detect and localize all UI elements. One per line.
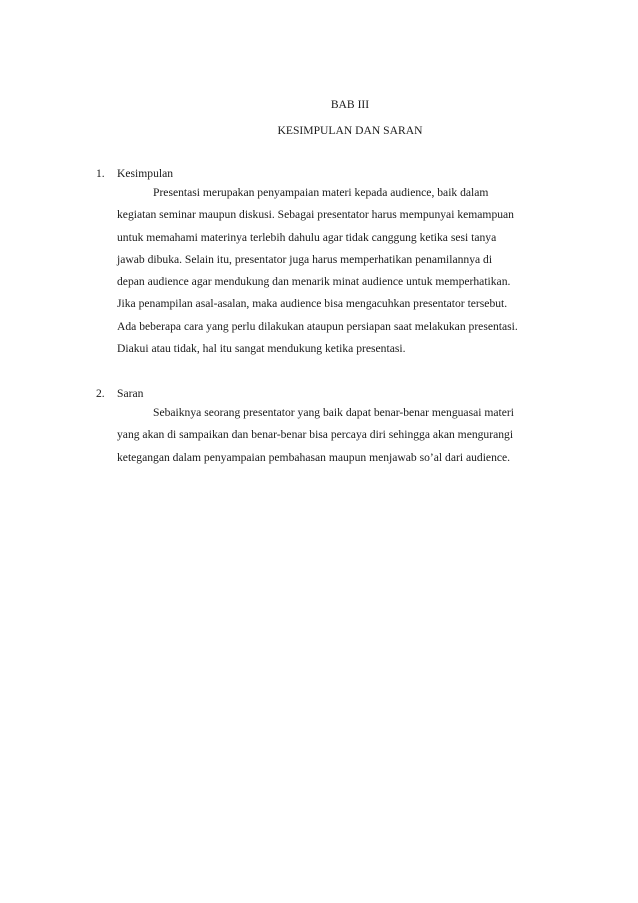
chapter-title: KESIMPULAN DAN SARAN xyxy=(277,124,423,137)
paragraph-line: kegiatan seminar maupun diskusi. Sebagai presentator harus mempunyai kemampuan xyxy=(117,208,514,222)
section-paragraph xyxy=(117,402,567,469)
section-heading xyxy=(96,166,566,182)
paragraph-line: Jika penampilan asal-asalan, maka audience bisa mengacuhkan presentator tersebut. xyxy=(117,297,508,311)
section-number: 2. xyxy=(96,387,105,400)
section-paragraph xyxy=(117,182,567,360)
section-title: Saran xyxy=(117,387,144,400)
paragraph-line: Presentasi merupakan penyampaian materi kepada audience, baik dalam xyxy=(153,186,489,199)
paragraph-line: Diakui atau tidak, hal itu sangat mendukung ketika presentasi. xyxy=(117,342,406,356)
section-kesimpulan xyxy=(96,166,566,360)
paragraph-line: ketegangan dalam penyampaian pembahasan maupun menjawab so’al dari audience. xyxy=(117,450,511,464)
paragraph-line: Ada beberapa cara yang perlu dilakukan ataupun persiapan saat melakukan presentasi. xyxy=(117,319,518,333)
section-saran xyxy=(96,386,566,469)
section-number: 1. xyxy=(96,167,105,180)
chapter-number: BAB III xyxy=(330,98,370,111)
section-title: Kesimpulan xyxy=(117,167,174,180)
section-heading xyxy=(96,386,566,402)
paragraph-line: untuk memahami materinya terlebih dahulu agar tidak canggung ketika sesi tanya xyxy=(117,230,497,244)
paragraph-line: jawab dibuka. Selain itu, presentator juga harus memperhatikan penamilannya di xyxy=(117,252,493,266)
paragraph-line: depan audience agar mendukung dan menarik minat audience untuk memperhatikan. xyxy=(117,275,511,289)
paragraph-line: yang akan di sampaikan dan benar-benar bisa percaya diri sehingga akan mengurangi xyxy=(117,428,514,442)
paragraph-line: Sebaiknya seorang presentator yang baik dapat benar-benar menguasai materi xyxy=(153,406,514,419)
